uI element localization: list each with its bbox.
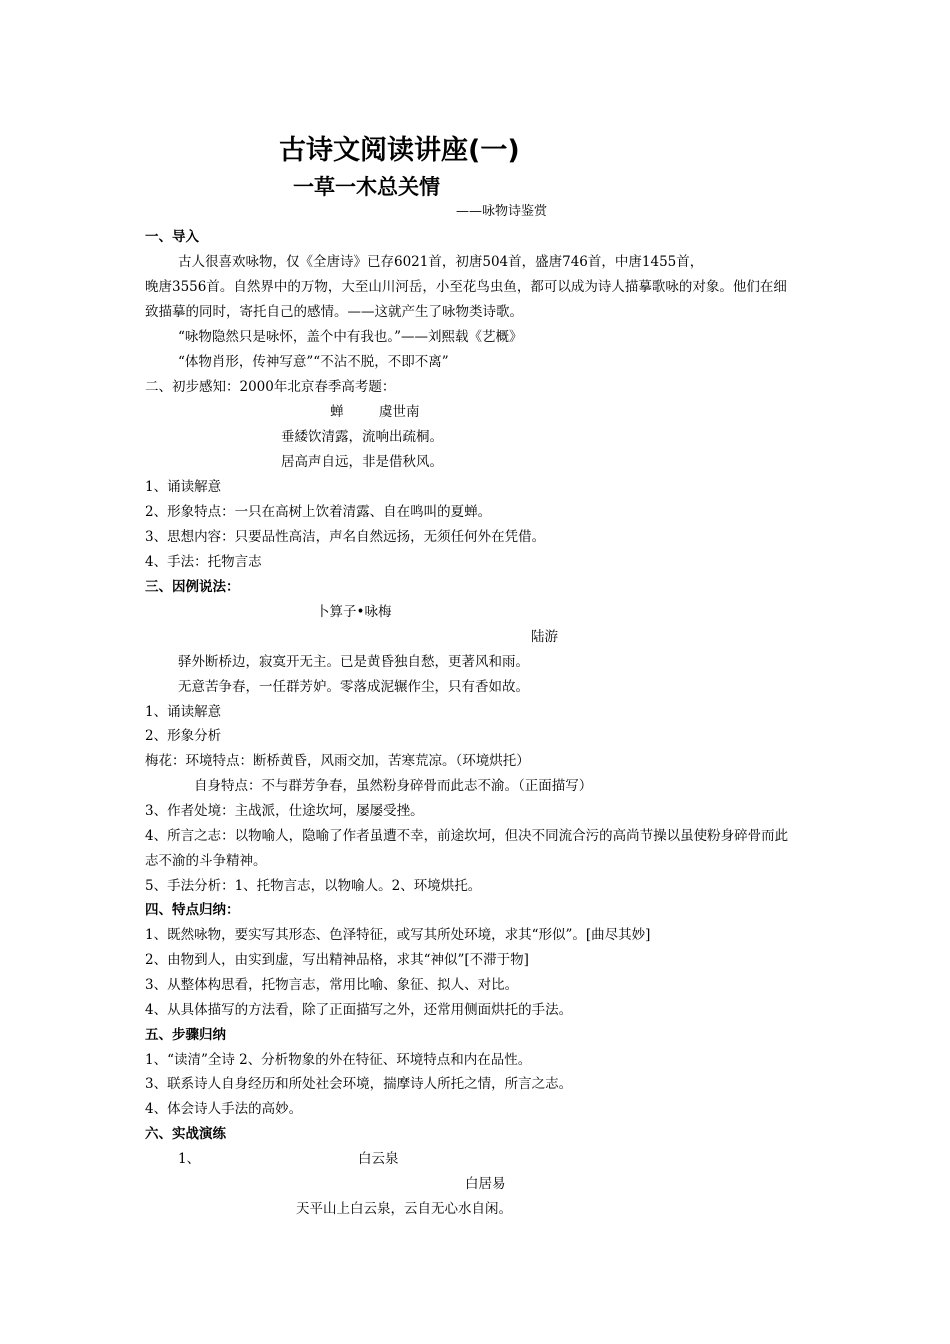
page-subtitle-note: ——咏物诗鉴赏 xyxy=(456,204,548,219)
list-item: 2、由物到人，由实到虚，写出精神品格，求其“神似”[不滞于物] xyxy=(145,952,529,968)
poem-author: 白居易 xyxy=(465,1176,506,1192)
list-item: 1、诵读解意 xyxy=(145,704,222,720)
exercise-number: 1、 xyxy=(178,1151,201,1167)
list-item: 4、从具体描写的方法看，除了正面描写之外，还常用侧面烘托的手法。 xyxy=(145,1002,573,1018)
section-4-heading: 四、特点归纳： xyxy=(145,902,240,918)
section-1-paragraph-line: 晚唐3556首。自然界中的万物，大至山川河岳，小至花鸟虫鱼，都可以成为诗人描摹歌咏的对象。他们在细 xyxy=(145,279,787,295)
list-item: 3、作者处境：主战派，仕途坎坷，屡屡受挫。 xyxy=(145,803,424,819)
list-item: 1、“读清”全诗 2、分析物象的外在特征、环境特点和内在品性。 xyxy=(145,1052,532,1068)
list-item: 2、形象分析 xyxy=(145,728,222,744)
section-6-heading: 六、实战演练 xyxy=(145,1126,226,1142)
section-3-heading: 三、因例说法： xyxy=(145,579,240,595)
section-1-paragraph-line: 致描摹的同时，寄托自己的感情。——这就产生了咏物类诗歌。 xyxy=(145,304,523,320)
poem-title: 蝉 xyxy=(330,404,344,420)
list-item: 自身特点：不与群芳争春，虽然粉身碎骨而此志不渝。（正面描写） xyxy=(194,778,593,794)
section-1-paragraph-line: 古人很喜欢咏物，仅《全唐诗》已存6021首，初唐504首，盛唐746首，中唐1455首， xyxy=(178,254,704,270)
list-item: 3、思想内容：只要品性高洁，声名自然远扬，无须任何外在凭借。 xyxy=(145,529,546,545)
section-1-heading: 一、导入 xyxy=(145,229,199,245)
list-item: 志不渝的斗争精神。 xyxy=(145,853,267,869)
poem-author: 虞世南 xyxy=(379,404,420,420)
list-item: 2、形象特点：一只在高树上饮着清露、自在鸣叫的夏蝉。 xyxy=(145,504,492,520)
section-5-heading: 五、步骤归纳 xyxy=(145,1027,226,1043)
list-item: 3、联系诗人自身经历和所处社会环境，揣摩诗人所托之情，所言之志。 xyxy=(145,1076,573,1092)
list-item: 4、体会诗人手法的高妙。 xyxy=(145,1101,303,1117)
list-item: 1、既然咏物，要实写其形态、色泽特征，或写其所处环境，求其“形似”。[曲尽其妙] xyxy=(145,927,651,943)
section-2-heading: 二、初步感知：2000年北京春季高考题： xyxy=(145,379,396,395)
poem-line: 无意苦争春，一任群芳妒。零落成泥辗作尘，只有香如故。 xyxy=(178,679,529,695)
list-item: 4、所言之志：以物喻人，隐喻了作者虽遭不幸，前途坎坷，但决不同流合污的高尚节操以虽使粉身碎骨而此 xyxy=(145,828,789,844)
poem-line: 天平山上白云泉，云自无心水自闲。 xyxy=(296,1201,512,1217)
page-subtitle: 一草一木总关情 xyxy=(293,175,440,199)
poem-title: 卜算子•咏梅 xyxy=(316,604,392,620)
list-item: 4、手法：托物言志 xyxy=(145,554,262,570)
quote-line: “体物肖形，传神写意”“不沾不脱，不即不离” xyxy=(178,354,449,370)
poem-line: 驿外断桥边，寂寞开无主。已是黄昏独自愁，更著风和雨。 xyxy=(178,654,529,670)
list-item: 3、从整体构思看，托物言志，常用比喻、象征、拟人、对比。 xyxy=(145,977,519,993)
poem-line: 居高声自远，非是借秋风。 xyxy=(281,454,443,470)
poem-author: 陆游 xyxy=(531,629,558,645)
quote-line: “咏物隐然只是咏怀，盖个中有我也。”——刘熙载《艺概》 xyxy=(178,329,523,345)
poem-line: 垂緌饮清露，流响出疏桐。 xyxy=(281,429,443,445)
list-item: 梅花：环境特点：断桥黄昏，风雨交加，苦寒荒凉。（环境烘托） xyxy=(145,753,530,769)
list-item: 5、手法分析：1、托物言志，以物喻人。2、环境烘托。 xyxy=(145,878,482,894)
poem-title: 白云泉 xyxy=(358,1151,399,1167)
page-title: 古诗文阅读讲座(一) xyxy=(279,135,520,166)
list-item: 1、诵读解意 xyxy=(145,479,222,495)
